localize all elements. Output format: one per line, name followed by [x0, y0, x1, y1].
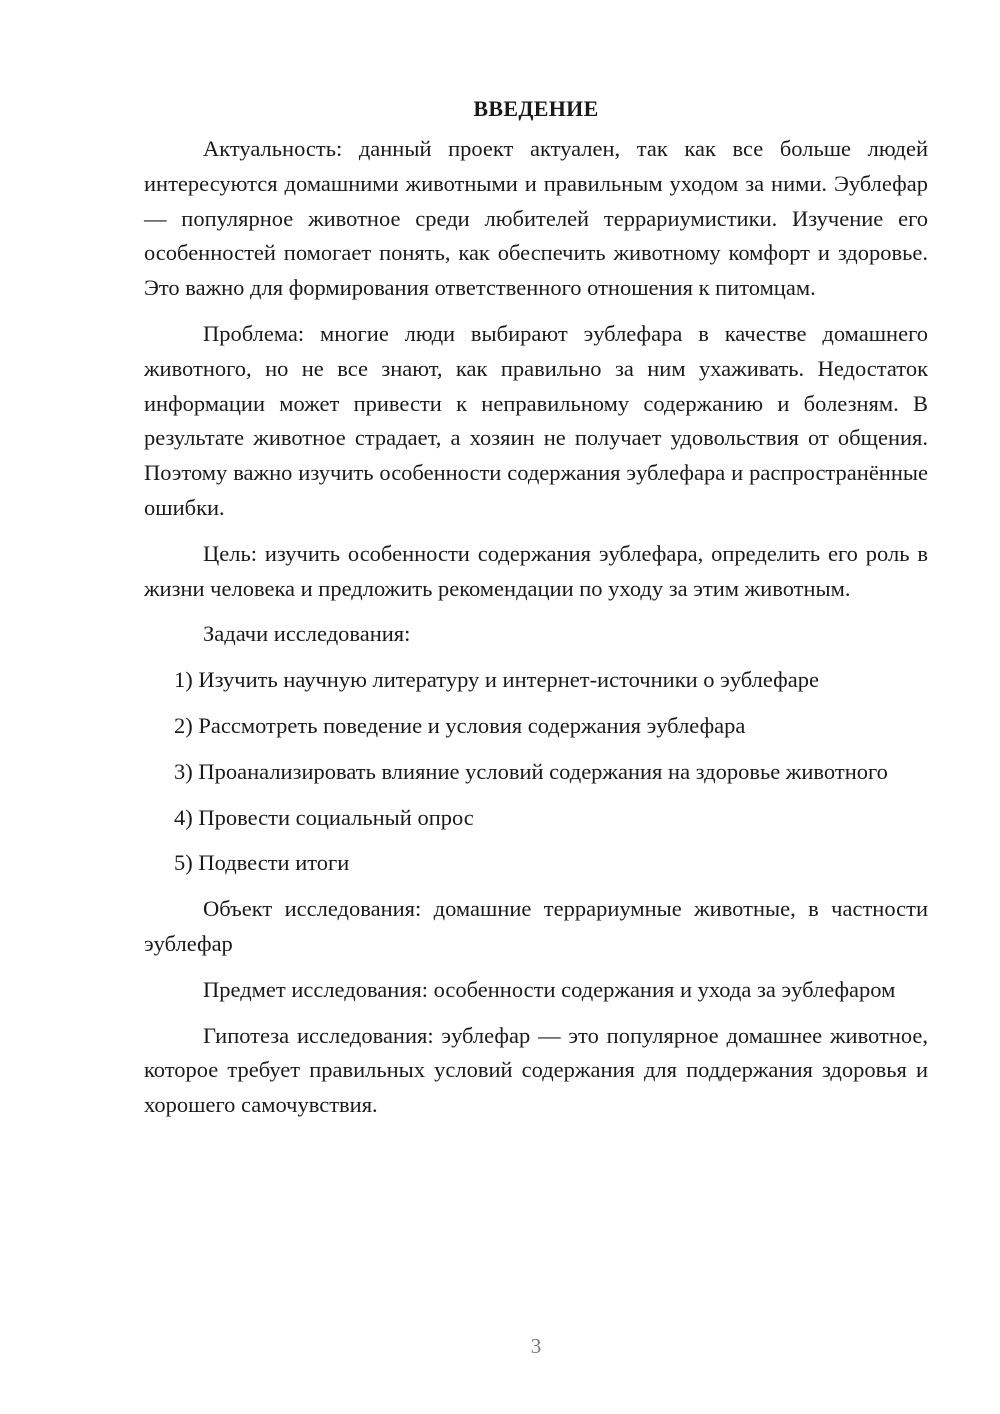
section-title: ВВЕДЕНИЕ — [473, 96, 599, 121]
task-item: 3) Проанализировать влияние условий содержания на здоровье животного — [174, 758, 888, 784]
hypothesis-paragraph: Гипотеза исследования: эублефар — это популярное домашнее животное, которое требует правильных условий содержания для поддержания здоровья и хорошего самочувствия. — [144, 1022, 928, 1118]
task-item: 5) Подвести итоги — [174, 850, 350, 876]
subject-paragraph: Предмет исследования: особенности содержания и ухода за эублефаром — [203, 976, 896, 1002]
object-paragraph: Объект исследования: домашние террариумные животные, в частности эублефар — [144, 896, 928, 956]
task-item: 4) Провести социальный опрос — [174, 804, 474, 830]
task-item: 2) Рассмотреть поведение и условия содержания эублефара — [174, 712, 746, 738]
document-page — [144, 92, 928, 1134]
tasks-heading: Задачи исследования: — [203, 621, 411, 647]
problem-paragraph: Проблема: многие люди выбирают эублефара в качестве домашнего животного, но не все знают, как правильно за ним ухаживать. Недостаток информации может привести к неправильному содержанию и болезням. В результате животное страдает, а хозяин не получает удовольствия от общения. Поэтому важно изучить особенности содержания эублефара и распространённые ошибки. — [144, 320, 928, 520]
goal-paragraph: Цель: изучить особенности содержания эублефара, определить его роль в жизни человека и предложить рекомендации по уходу за этим животным. — [144, 540, 928, 601]
tasks-list — [144, 663, 928, 881]
relevance-paragraph: Актуальность: данный проект актуален, так как все больше людей интересуются домашними животными и правильным уходом за ними. Эублефар — популярное животное среди любителей террариумистики. Изучение его особенностей помогает понять, как обеспечить животному комфорт и здоровье. Это важно для формирования ответственного отношения к питомцам. — [144, 136, 928, 301]
page-number: 3 — [530, 1334, 542, 1358]
task-item: 1) Изучить научную литературу и интернет-источники о эублефаре — [174, 667, 819, 693]
